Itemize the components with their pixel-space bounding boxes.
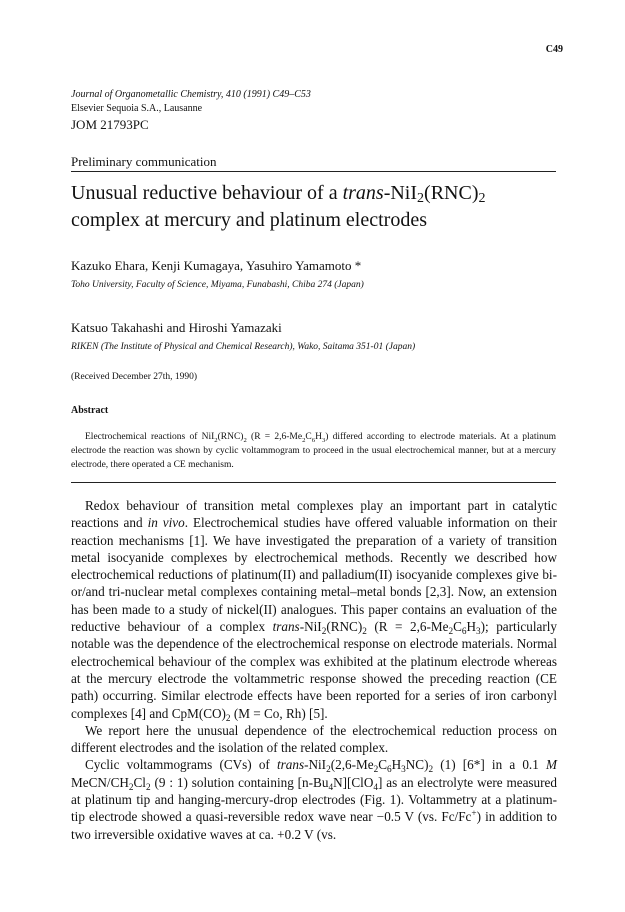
- sub: 2: [321, 626, 327, 637]
- sub: 2: [225, 712, 231, 723]
- text: N][ClO: [333, 774, 374, 790]
- paragraph-1: [71, 497, 557, 722]
- journal-publisher: Elsevier Sequoia S.A., Lausanne: [71, 103, 203, 114]
- sub: 2: [448, 626, 454, 637]
- sub: 6: [311, 437, 316, 444]
- abstract-frag: C: [305, 432, 312, 442]
- text: (R = 2,6-Me: [366, 619, 449, 635]
- paragraph-2: We report here the unusual dependence of the electrochemical reduction process on different electrodes and the isolation of the related complex.: [71, 722, 557, 756]
- abstract-frag: (RNC): [217, 432, 244, 442]
- text: (M = Co, Rh) [5].: [230, 705, 328, 721]
- text: -NiI: [299, 619, 322, 635]
- body-text: [71, 497, 557, 843]
- text: -NiI: [304, 757, 327, 773]
- text: C: [453, 619, 462, 635]
- text: H: [391, 757, 402, 773]
- title-line2: complex at mercury and platinum electrodes: [71, 209, 427, 231]
- sub: 2: [428, 764, 434, 775]
- authors-group-2: Katsuo Takahashi and Hiroshi Yamazaki: [71, 320, 282, 335]
- text: H: [466, 619, 477, 635]
- journal-citation: Journal of Organometallic Chemistry, 410 (1991) C49–C53: [71, 89, 311, 100]
- sub: 2: [326, 764, 331, 775]
- text: . Electrochemical studies have offered valuable information on their reaction mechanisms [1]. We have investigated the preparation of a variety of transition metal isocyanide complexes by electrochemical methods. Recently we described how electrochemical reductions of platinum(II) and palladium(II) isocyanide complexes give bi- or/and tri-nuclear metal complexes containing metal–metal bonds [2,3]. Now, an extension has been made to a study of nickel(II) analogues. This paper contains an evaluation of the reductive behaviour of a complex: [71, 515, 558, 635]
- text-italic: M: [545, 757, 557, 773]
- sub: 4: [328, 781, 334, 792]
- journal-header: [71, 88, 311, 132]
- title-trans: trans: [342, 182, 384, 204]
- sub: 3: [401, 764, 406, 775]
- title-rnc: (RNC): [424, 182, 479, 204]
- journal-code: JOM 21793PC: [71, 117, 149, 132]
- title-sub: 2: [478, 191, 486, 206]
- text: Cyclic voltammograms (CVs) of: [85, 757, 277, 773]
- sub: 2: [362, 626, 367, 637]
- abstract-frag: (R = 2,6-Me: [246, 432, 303, 442]
- text: NC): [405, 757, 429, 773]
- abstract-frag: H: [315, 432, 322, 442]
- title-formula: -NiI: [383, 182, 418, 204]
- sub: 2: [243, 437, 247, 444]
- abstract-heading: Abstract: [71, 405, 109, 416]
- abstract-frag: ) differed according to electrode materials. At a platinum electrode the reaction was shown by cyclic voltammogram to proceed in the usual electrochemical manner, but at a mercury electrode, there operated a CE mechanism.: [71, 432, 556, 470]
- abstract-rule: [71, 482, 556, 483]
- sub: 2: [145, 781, 151, 792]
- authors-group-1: Kazuko Ehara, Kenji Kumagaya, Yasuhiro Yamamoto *: [71, 258, 362, 273]
- article-title: [71, 180, 561, 234]
- text: Redox behaviour of transition metal complexes play an important part in catalytic reactions and: [71, 498, 557, 531]
- paragraph-3: [71, 756, 557, 842]
- received-date: (Received December 27th, 1990): [71, 372, 198, 382]
- sub: 2: [373, 764, 379, 775]
- text-italic: trans: [272, 619, 300, 635]
- page-number: C49: [545, 44, 563, 55]
- text: ); particularly notable was the dependence of the electrochemical response on electrode materials. Normal electrochemical behaviour of the complex was exhibited at the platinum electrode whereas at the mercury electrode the voltammetric response showed the preceding reaction (CE path) occurring. Similar electrode effects have been reported for a series of iron carbonyl complexes [4] and CpM(CO): [71, 619, 557, 721]
- text: C: [378, 757, 387, 773]
- text: ] as an electrolyte were measured at platinum tip and hanging-mercury-drop electrodes (Fig. 1). Voltammetry at a platinum-tip electrode showed a quasi-reversible redox wave near −0.5 V (vs. Fc/Fc: [71, 774, 557, 825]
- text: (2,6-Me: [330, 757, 374, 773]
- article-type: Preliminary communication: [71, 154, 217, 169]
- sub: 3: [321, 437, 326, 444]
- abstract-frag: Electrochemical reactions of NiI: [85, 432, 215, 442]
- sub: 4: [373, 781, 378, 792]
- title-sub: 2: [417, 191, 425, 206]
- sub: 2: [214, 437, 218, 444]
- affiliation-2: RIKEN (The Institute of Physical and Chemical Research), Wako, Saitama 351-01 (Japan): [71, 342, 416, 352]
- text-italic: trans: [276, 757, 305, 773]
- text: ) in addition to two irreversible oxidative waves at ca. +0.2 V (vs.: [71, 809, 557, 842]
- title-text: Unusual reductive behaviour of a: [71, 182, 343, 204]
- text-italic: in vivo: [147, 515, 185, 531]
- sub: 6: [461, 626, 467, 637]
- sub: 3: [476, 626, 481, 637]
- sub: 2: [128, 781, 134, 792]
- text: (1) [6*] in a 0.1: [433, 757, 546, 773]
- sub: 6: [386, 764, 392, 775]
- abstract-text: [71, 430, 556, 472]
- text: Cl: [133, 774, 146, 790]
- sub: 2: [302, 437, 306, 444]
- text: (9 : 1) solution containing [n-Bu: [150, 774, 329, 790]
- header-rule: [71, 171, 556, 172]
- affiliation-1: Toho University, Faculty of Science, Miyama, Funabashi, Chiba 274 (Japan): [71, 280, 364, 290]
- text: (RNC): [326, 619, 363, 635]
- sup: +: [471, 808, 477, 819]
- text: MeCN/CH: [71, 774, 129, 790]
